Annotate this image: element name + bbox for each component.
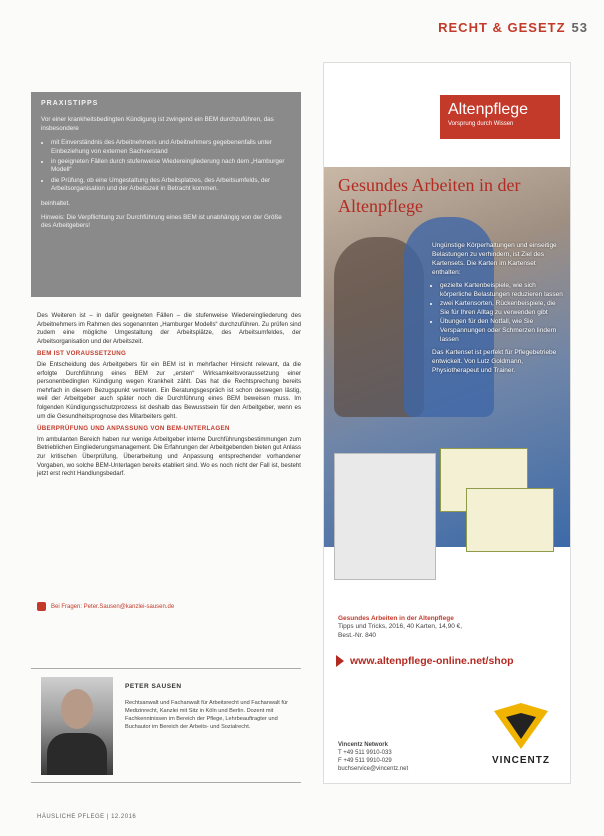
contact-link-text[interactable]: Bei Fragen: Peter.Sausen@kanzlei-sausen.de bbox=[51, 603, 175, 610]
ad-list bbox=[432, 281, 566, 344]
shop-url[interactable]: www.altenpflege-online.net/shop bbox=[350, 655, 514, 667]
author-photo bbox=[41, 677, 113, 775]
altenpflege-logo bbox=[440, 95, 560, 139]
brand-tagline: Vorsprung durch Wissen bbox=[448, 121, 514, 127]
page-footer: HÄUSLICHE PFLEGE | 12.2016 bbox=[37, 814, 137, 820]
ad-headline: Gesundes Arbeiten in der Altenpflege bbox=[338, 175, 521, 216]
list-item: • zwei Kartensorten, Rückenbeispiele, die Sie für Ihren Alltag zu verwenden gibt bbox=[440, 299, 566, 317]
list-item: • mit Einverständnis des Arbeitnehmers und Arbeitnehmers gegebenenfalls unter Einbeziehung von externen Sachverstand bbox=[51, 139, 291, 156]
vincentz-logo bbox=[482, 703, 560, 775]
card bbox=[466, 488, 554, 552]
mail-icon bbox=[37, 602, 46, 611]
contact-info bbox=[338, 741, 408, 773]
author-bio: Rechtsanwalt und Fachanwalt für Arbeitsrecht und Fachanwalt für Medizinrecht, Kanzlei mit Sitz in Köln und Berlin. Dozent mit Fachkenntnissen im Bereich der Pflege, Lehrbeauftragter und Buchautor im Bereich der Arbeits- und Sozialrecht. bbox=[125, 700, 288, 730]
article-body bbox=[37, 312, 301, 483]
praxis-title: PRAXISTIPPS bbox=[41, 100, 99, 107]
shop-link[interactable] bbox=[336, 655, 514, 667]
list-item: • gezielte Kartenbeispiele, wie sich körperliche Belastungen reduzieren lassen bbox=[440, 281, 566, 299]
contact-name: Vincentz Network bbox=[338, 742, 388, 748]
contact-line: buchservice@vincentz.net bbox=[338, 766, 409, 772]
brand-name: Altenpflege bbox=[448, 101, 529, 118]
card-stack bbox=[370, 448, 560, 588]
list-item: • in geeigneten Fällen durch stufenweise Wiedereingliederung nach dem „Hamburger Modell“ bbox=[51, 158, 291, 175]
advertisement bbox=[323, 62, 571, 784]
praxis-intro: Vor einer krankheitsbedingten Kündigung ist zwingend ein BEM durchzuführen, das insbesondere bbox=[41, 116, 274, 132]
vincentz-wordmark: VINCENTZ bbox=[492, 755, 550, 766]
vincentz-mark-icon bbox=[494, 703, 548, 749]
contact-line: T +49 511 9910-033 bbox=[338, 750, 392, 756]
list-item: • die Prüfung, ob eine Umgestaltung des Arbeitsplatzes, des Arbeitsumfelds, der Arbeitsorganisation und der Arbeitszeit in Betracht kommen. bbox=[51, 177, 291, 194]
product-details: Tipps und Tricks, 2016, 40 Karten, 14,90 €, Best.-Nr. 840 bbox=[338, 623, 463, 639]
section-title: RECHT & GESETZ bbox=[438, 20, 566, 35]
ad-text bbox=[432, 241, 566, 375]
paragraph: Des Weiteren ist – in dafür geeigneten Fällen – die stufenweise Wiedereingliederung des Arbeitnehmers im Rahmen des sogenannten „Hamburger Modells“ durchzuführen. Zu prüfen sind zudem eine mögliche Umgestaltung der Arbeitsplätze, des Arbeitsumfeldes, der Arbeitsorganisation und der Arbeitszeit. bbox=[37, 312, 301, 345]
praxis-list bbox=[51, 139, 291, 193]
paragraph: Im ambulanten Bereich haben nur wenige Arbeitgeber interne Durchführungsbestimmungen zum Betrieblichen Eingliederungsmanagement. Die Erfahrungen der Arbeitgebenden bieten gut Anlass zur kritischen Überprüfung, Überarbeitung und Anpassung entsprechender vorhandener Vorgaben, wo solche BEM-Unterlagen bereits etabliert sind. Wo es noch nicht der Fall ist, besteht jetzt erst recht Handlungsbedarf. bbox=[37, 435, 301, 478]
arrow-icon bbox=[336, 655, 344, 667]
subheading: ÜBERPRÜFUNG UND ANPASSUNG VON BEM-UNTERLAGEN bbox=[37, 425, 230, 433]
face-shape bbox=[61, 689, 93, 729]
author-name: PETER SAUSEN bbox=[125, 683, 182, 690]
paragraph: Die Entscheidung des Arbeitgebers für ein BEM ist in mehrfacher Hinsicht relevant, da die erfolgte Durchführung eines BEM zur „ersten“ Wirksamkeitsvoraussetzung einer personenbedingten Kündigung wegen Krankheit zählt. Das hat die Rechtsprechung bereits mehrfach in diesem Bezugspunkt vertreten. Ein Beratungsgespräch ist schon deswegen lästig, weil der Arbeitgeber auch später noch die Durchführung eines BEM beweisen muss. Im folgenden Kündigungsschutzprozess ist deshalb das Bewusstsein für den Arbeitgeber, wenn es um die Gesundheitsprognose des Mitarbeiters geht. bbox=[37, 360, 301, 420]
running-header bbox=[438, 20, 588, 35]
page-number: 53 bbox=[571, 20, 588, 35]
author-box bbox=[31, 668, 301, 783]
praxis-note: Hinweis: Die Verpflichtung zur Durchführung eines BEM ist unabhängig von der Größe des Arbeitgebers! bbox=[41, 214, 282, 230]
product-info bbox=[338, 615, 468, 640]
contact-link[interactable] bbox=[37, 602, 174, 611]
praxistipps-box bbox=[31, 92, 301, 297]
list-item: • Übungen für den Notfall, wie Sie Verspannungen oder Schmerzen lindern lassen bbox=[440, 317, 566, 344]
suit-shape bbox=[47, 733, 107, 775]
ad-text2: Das Kartenset ist perfekt für Pflegebetriebe entwickelt. Von Lutz Goldmann, Physiotherapeut und Trainer. bbox=[432, 349, 557, 374]
subheading: BEM IST VORAUSSETZUNG bbox=[37, 350, 127, 358]
praxis-tail: beinhaltet. bbox=[41, 199, 71, 207]
ad-intro: Ungünstige Körperhaltungen und einseitige Belastungen zu verhindern, ist Ziel des Kartensets. Die Karten im Kartenset enthalten: bbox=[432, 242, 557, 276]
product-title: Gesundes Arbeiten in der Altenpflege bbox=[338, 615, 454, 622]
contact-line: F +49 511 9910-029 bbox=[338, 758, 392, 764]
